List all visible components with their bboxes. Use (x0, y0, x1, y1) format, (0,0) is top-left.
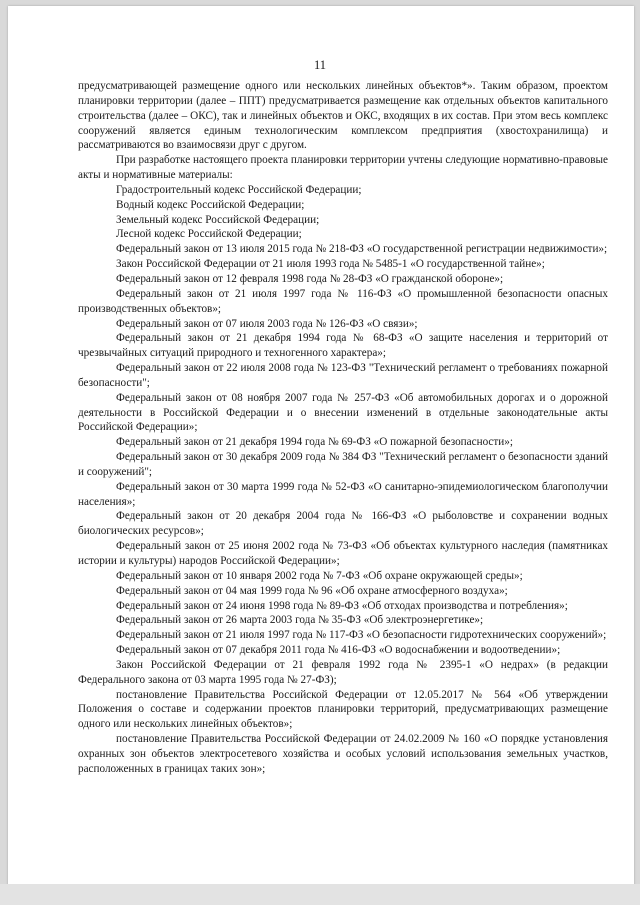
paragraph: Федеральный закон от 04 мая 1999 года № 96 «Об охране атмосферного воздуха»; (116, 584, 508, 597)
paragraph: Федеральный закон от 30 декабря 2009 года № 384 ФЗ "Технический регламент о безопасности зданий и сооружений"; (78, 451, 608, 478)
paragraph: Закон Российской Федерации от 21 февраля 1992 года № 2395-1 «О недрах» (в редакции Федерального закона от 03 марта 1995 года № 27-ФЗ); (78, 658, 608, 686)
paragraph: Градостроительный кодекс Российской Федерации; (116, 183, 362, 196)
paragraph: Федеральный закон от 13 июля 2015 года № 218-ФЗ «О государственной регистрации недвижимости»; (116, 243, 608, 256)
paragraph: Федеральный закон от 30 марта 1999 года № 52-ФЗ «О санитарно-эпидемиологическом благополучии населения»; (78, 480, 608, 508)
paragraph: При разработке настоящего проекта планировки территории учтены следующие нормативно-правовые акты и нормативные материалы: (78, 154, 608, 182)
paragraph: Федеральный закон от 24 июня 1998 года № 89-ФЗ «Об отходах производства и потребления»; (116, 599, 568, 612)
paragraph: Федеральный закон от 21 декабря 1994 года № 68-ФЗ «О защите населения и территорий от чрезвычайных ситуаций природного и техногенного характера»; (78, 332, 608, 360)
paragraph: Федеральный закон от 12 февраля 1998 года № 28-ФЗ «О гражданской обороне»; (116, 272, 504, 285)
page-number: 11 (313, 58, 327, 72)
paragraph: Земельный кодекс Российской Федерации; (116, 213, 320, 226)
paragraph: постановление Правительства Российской Федерации от 24.02.2009 № 160 «О порядке установления охранных зон объектов электросетевого хозяйства и особых условий использования земельных участков, расположенных в границах таких зон»; (78, 733, 608, 775)
paragraph: Водный кодекс Российской Федерации; (116, 198, 305, 211)
paragraph: Федеральный закон от 22 июля 2008 года № 123-ФЗ "Технический регламент о требованиях пожарной безопасности"; (78, 362, 608, 389)
paragraph: Федеральный закон от 25 июня 2002 года № 73-ФЗ «Об объектах культурного наследия (памятниках истории и культуры) народов Российской Федерации»; (78, 540, 608, 567)
paragraph: предусматривающей размещение одного или нескольких линейных объектов*». Таким образом, проектом планировки территории (далее – ППТ) предусматривается размещение как отдельных объектов капитального строительства (далее – ОКС), так и линейных объектов и ОКС, входящих в их состав. При этом весь комплекс сооружений является единым технологическим комплексом предприятия (хвостохранилища) и рассматриваются во взаимосвязи друг с другом. (78, 80, 608, 152)
paragraph: Федеральный закон от 20 декабря 2004 года № 166-ФЗ «О рыболовстве и сохранении водных биологических ресурсов»; (78, 510, 608, 538)
paragraph: Федеральный закон от 10 января 2002 года № 7-ФЗ «Об охране окружающей среды»; (116, 569, 523, 582)
paragraph: Федеральный закон от 08 ноября 2007 года № 257-ФЗ «Об автомобильных дорогах и о дорожной деятельности в Российской Федерации и о внесении изменений в отдельные законодательные акты Российской Федерации»; (78, 391, 608, 434)
paragraph: Федеральный закон от 21 июля 1997 года № 116-ФЗ «О промышленной безопасности опасных производственных объектов»; (78, 287, 608, 315)
paragraph: Лесной кодекс Российской Федерации; (116, 228, 302, 241)
paragraph: Федеральный закон от 21 декабря 1994 года № 69-ФЗ «О пожарной безопасности»; (116, 436, 513, 449)
paragraph: постановление Правительства Российской Федерации от 12.05.2017 № 564 «Об утверждении Положения о составе и содержании проектов планировки территорий, предусматривающих размещение одного или нескольких линейных объектов»; (78, 688, 608, 731)
paragraph: Федеральный закон от 07 декабря 2011 года № 416-ФЗ «О водоснабжении и водоотведении»; (116, 644, 561, 657)
paragraph: Федеральный закон от 26 марта 2003 года № 35-ФЗ «Об электроэнергетике»; (116, 614, 484, 627)
paragraph: Федеральный закон от 21 июля 1997 года № 117-ФЗ «О безопасности гидротехнических сооружений»; (116, 629, 607, 642)
document-body (78, 79, 608, 777)
scan-bottom-band (0, 884, 640, 905)
paragraph: Закон Российской Федерации от 21 июля 1993 года № 5485-1 «О государственной тайне»; (116, 258, 545, 271)
paragraph: Федеральный закон от 07 июля 2003 года № 126-ФЗ «О связи»; (116, 317, 418, 330)
